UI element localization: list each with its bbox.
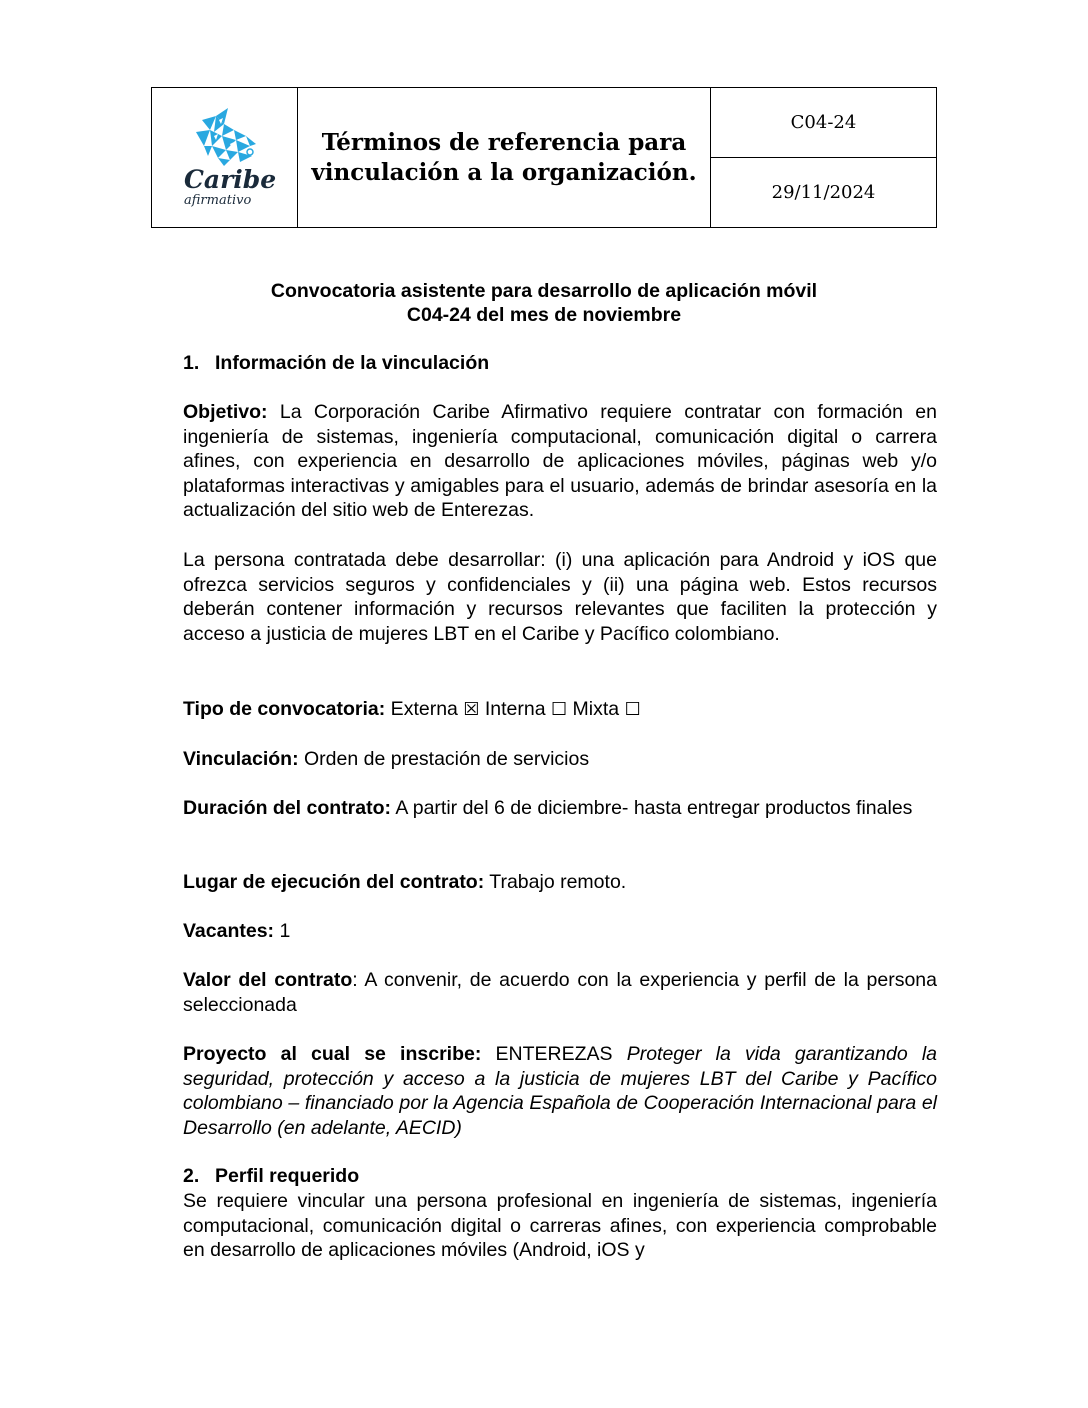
caribe-afirmativo-logo [174,106,278,210]
vacantes-text: 1 [274,920,291,942]
document-title-line2: vinculación a la organización. [311,158,697,186]
document-title-line1: Términos de referencia para [321,128,687,156]
proyecto-label: Proyecto al cual se inscribe: [183,1043,482,1065]
duracion-text: A partir del 6 de diciembre- hasta entregar productos finales [391,797,913,819]
interna-checkbox: ☐ [551,699,568,720]
persona-text: La persona contratada debe desarrollar: (i) una aplicación para Android y iOS que ofrezca servicios seguros y confidenciales y (ii) una página web. Estos recursos deberán contener información y recursos relevantes que faciliten la protección y acceso a justicia de mujeres LBT en el Caribe y Pacífico colombiano. [183,549,937,645]
persona-paragraph [183,548,937,646]
document-code: C04-24 [790,112,857,133]
section-1-title-text: Información de la vinculación [215,352,490,374]
tipo-label: Tipo de convocatoria: [183,698,386,720]
document-code-cell [711,88,936,158]
objetivo-text: La Corporación Caribe Afirmativo requiere contratar con formación en ingeniería de sistemas, ingeniería computacional, comunicación digital o carrera afines, con experiencia en desarrollo de aplicaciones móviles, páginas web y/o plataformas interactivas y amigables para el usuario, además de brindar asesoría en la actualización del sitio web de Enterezas. [183,401,937,521]
proyecto-description: Proteger la vida garantizando la seguridad, protección y acceso a la justicia de mujeres LBT del Caribe y Pacífico colombiano – financiado por la Agencia Española de Cooperación Internacional para el Desarrollo (en adelante, AECID) [183,1043,937,1139]
externa-checkbox: ☒ [463,699,480,720]
proyecto-name: ENTEREZAS [481,1043,627,1065]
lugar-label: Lugar de ejecución del contrato: [183,871,485,893]
document-title [311,128,696,188]
logo-main-text: Caribe [184,165,277,194]
tipo-externa: Externa [385,698,464,720]
duracion-label: Duración del contrato: [183,797,392,819]
section-1-title [183,351,489,375]
logo-cell [152,88,298,227]
valor-label: Valor del contrato [183,969,353,991]
objetivo-label: Objetivo: [183,401,268,423]
call-heading-line1: Convocatoria asistente para desarrollo de aplicación móvil [270,280,818,302]
vacantes-paragraph [183,919,937,944]
tipo-mixta: Mixta [567,698,625,720]
document-date-cell [711,158,936,227]
valor-text: : A convenir, de acuerdo con la experiencia y perfil de la persona seleccionada [183,969,937,1016]
section-2-title [183,1164,359,1188]
valor-paragraph [183,968,937,1017]
logo-sub-text: afirmativo [184,193,252,208]
proyecto-paragraph [183,1042,937,1140]
duracion-paragraph [151,796,937,821]
lugar-text: Trabajo remoto. [484,871,627,893]
tipo-paragraph [183,697,937,723]
objetivo-paragraph [183,400,937,523]
perfil-text: Se requiere vincular una persona profesional en ingeniería de sistemas, ingeniería computacional, comunicación digital o carreras afines, con experiencia comprobable en desarrollo de aplicaciones móviles (Android, iOS y [183,1190,937,1261]
perfil-paragraph [183,1189,937,1263]
call-heading [151,279,937,327]
vinculacion-paragraph [183,747,937,772]
section-2-number: 2. [183,1165,200,1187]
call-heading-line2: C04-24 del mes de noviembre [406,304,682,326]
document-date: 29/11/2024 [771,182,876,203]
document-header-table [151,87,937,228]
mixta-checkbox: ☐ [624,699,641,720]
tipo-interna: Interna [479,698,551,720]
section-1-number: 1. [183,352,200,374]
vinculacion-text: Orden de prestación de servicios [298,748,590,770]
vinculacion-label: Vinculación: [183,748,299,770]
vacantes-label: Vacantes: [183,920,275,942]
document-title-cell [298,88,711,227]
section-2-title-text: Perfil requerido [215,1165,360,1187]
lugar-paragraph [183,870,937,895]
